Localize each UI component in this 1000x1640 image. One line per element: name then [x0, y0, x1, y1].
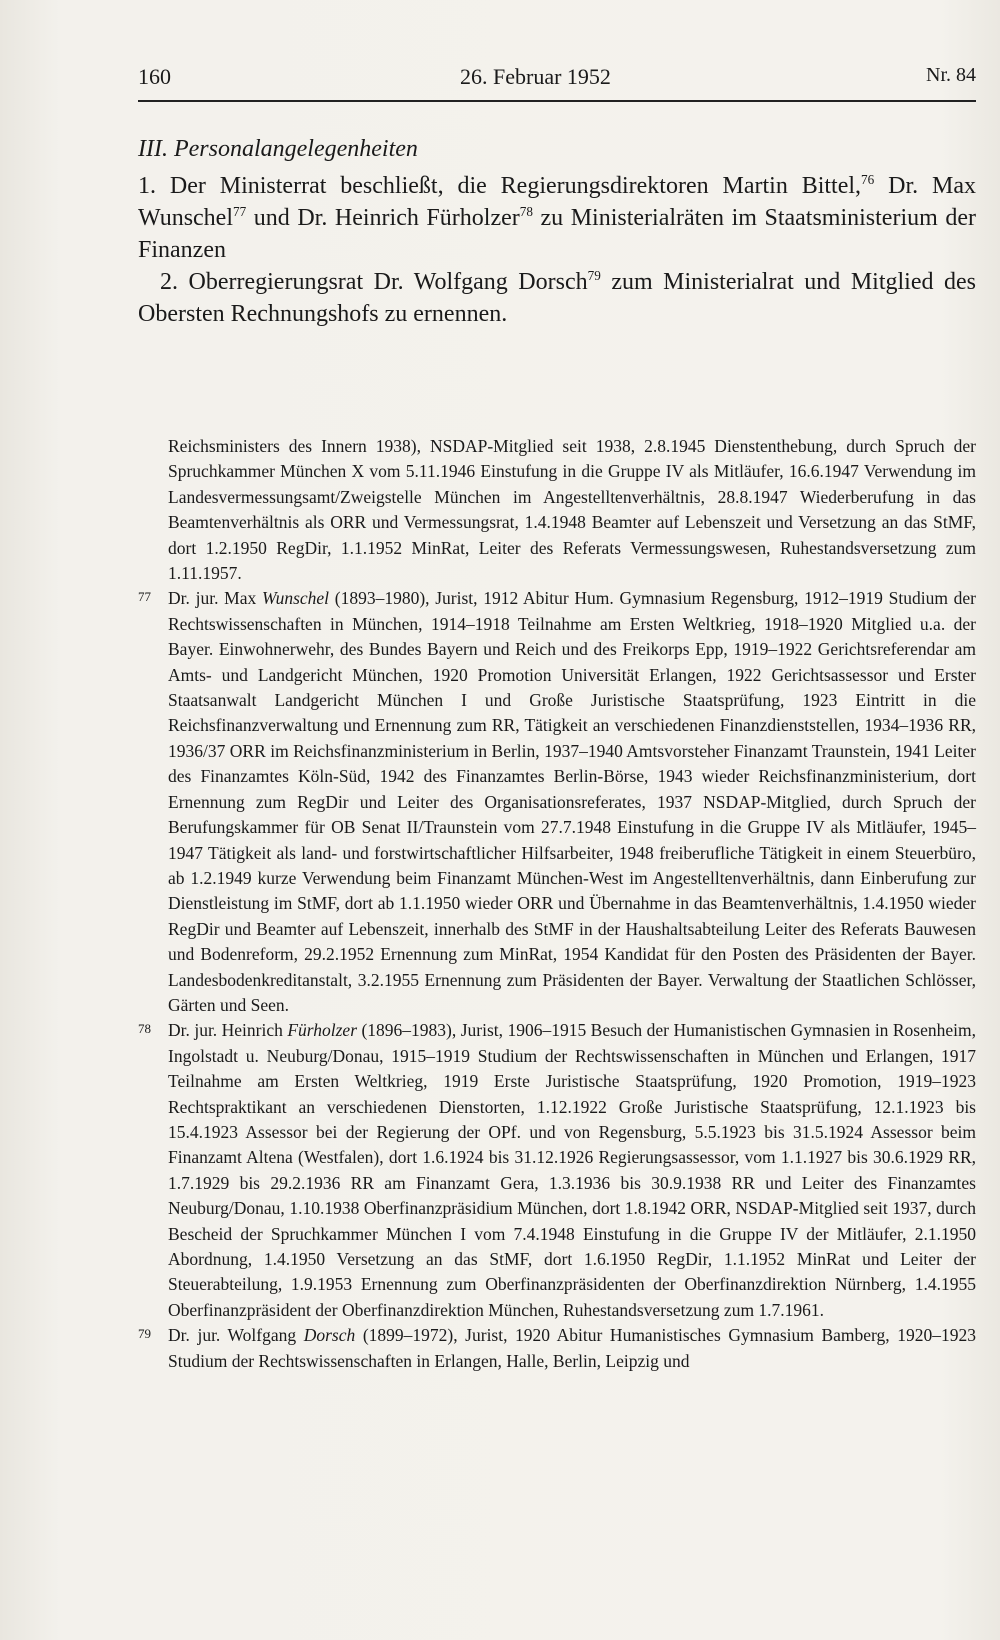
item-1-text-a: 1. Der Ministerrat beschließt, die Regierungsdirektoren Martin Bittel, [138, 173, 862, 199]
footnote-79 [138, 1323, 976, 1374]
resolution-item-1 [138, 170, 976, 266]
item-2-text-b: zum Ministerialrat und Mitglied des Obersten Rechnungshofs zu ernennen. [138, 269, 977, 327]
issue-number: Nr. 84 [926, 64, 976, 86]
footnote-ref[interactable]: 77 [233, 204, 247, 219]
page-header [138, 64, 976, 94]
footnote-lead: Dr. jur. Heinrich [168, 1020, 288, 1041]
page-number: 160 [138, 64, 171, 89]
footnote-person-name: Wunschel [261, 588, 330, 609]
footnotes [138, 434, 976, 1374]
main-text [138, 170, 976, 330]
footnote-text: (1893–1980), Jurist, 1912 Abitur Hum. Gymnasium Regensburg, 1912–1919 Studium der Rechtswissenschaften in München, 1914–1918 Teilnahme am Ersten Weltkrieg, 1918–1920 Mitglied u.a. der Bayer. Einwohnerwehr, des Bundes Bayern und Reich und des Freikorps Epp, 1919–1922 Gerichtsreferendar am Amts- und Landgericht München, 1920 Promotion Universität Erlangen, 1922 Gerichtsassessor und Erster Staatsanwalt Landgericht München I und Große Juristische Staatsprüfung, 1923 Eintritt in die Reichsfinanzverwaltung und Ernennung zum RR, Tätigkeit an verschiedenen Finanzdienststellen, 1934–1936 RR, 1936/37 ORR im Reichsfinanzministerium in Berlin, 1937–1940 Amtsvorsteher Finanzamt Traunstein, 1941 Leiter des Finanzamtes Köln-Süd, 1942 des Finanzamtes Berlin-Börse, 1943 wieder Reichsfinanzministerium, dort Ernennung zum RegDir und Leiter des Organisationsreferates, 1937 NSDAP-Mitglied, durch Spruch der Berufungskammer für OB Senat II/Traunstein vom 27.7.1948 Einstufung in die Gruppe IV als Mitläufer, 1945–1947 Tätigkeit als land- und forstwirtschaftlicher Hilfsarbeiter, 1948 freiberufliche Tätigkeit in einem Steuerbüro, ab 1.2.1949 kurze Verwendung beim Finanzamt München-West im Angestelltenverhältnis, dann Einberufung zur Dienstleistung im StMF, dort ab 1.1.1950 wieder ORR und Übernahme in das Beamtenverhältnis, 1.4.1950 wieder RegDir und Beamter auf Lebenszeit, innerhalb des StMF in der Haushaltsabteilung Leiter des Referats Bauwesen und Bodenreform, 29.2.1952 Ernennung zum MinRat, 1954 Kandidat für den Posten des Präsidenten der Bayer. Landesbodenkreditanstalt, 3.2.1955 Ernennung zum Präsidenten der Bayer. Verwaltung der Staatlichen Schlösser, Gärten und Seen. [168, 588, 976, 1015]
footnote-lead: Dr. jur. Wolfgang [168, 1325, 304, 1346]
footnote-ref[interactable]: 78 [519, 204, 533, 219]
item-1-text-c: und Dr. Heinrich Fürholzer [246, 205, 520, 231]
footnote-ref[interactable]: 76 [861, 172, 875, 187]
footnote-78 [138, 1018, 976, 1323]
header-rule [138, 100, 976, 102]
footnote-ref[interactable]: 79 [587, 268, 601, 283]
footnote-77 [138, 586, 976, 1018]
footnote-person-name: Dorsch [303, 1325, 356, 1346]
footnote-number: 79 [138, 1326, 151, 1342]
footnote-number: 78 [138, 1021, 151, 1037]
footnote-lead: Dr. jur. Max [168, 588, 262, 609]
footnote-person-name: Fürholzer [287, 1020, 358, 1041]
footnote-text: (1899–1972), Jurist, 1920 Abitur Humanistisches Gymnasium Bamberg, 1920–1923 Studium der Rechtswissenschaften in Erlangen, Halle, Berlin, Leipzig und [168, 1325, 976, 1371]
item-1-text-d: zu Ministerialräten im Staatsministerium der Finanzen [138, 205, 977, 263]
footnote-text: (1896–1983), Jurist, 1906–1915 Besuch der Humanistischen Gymnasien in Rosenheim, Ingolstadt u. Neuburg/Donau, 1915–1919 Studium der Rechtswissenschaften in München und Erlangen, 1917 Teilnahme am Ersten Weltkrieg, 1919 Erste Juristische Staatsprüfung, 1920 Promotion, 1919–1923 Rechtspraktikant an verschiedenen Dienstorten, 1.12.1922 Große Juristische Staatsprüfung, 12.1.1923 bis 15.4.1923 Assessor bei der Regierung der OPf. und von Regensburg, 5.5.1923 bis 31.5.1924 Assessor beim Finanzamt Altena (Westfalen), dort 1.6.1924 bis 31.12.1926 Regierungsassessor, vom 1.1.1927 bis 30.6.1929 RR, 1.7.1929 bis 29.2.1936 RR am Finanzamt Gera, 1.3.1936 bis 30.9.1938 RR und Leiter des Finanzamtes Neuburg/Donau, 1.10.1938 Oberfinanzpräsidium München, dort 1.8.1942 ORR, NSDAP-Mitglied seit 1937, durch Bescheid der Spruchkammer München I vom 7.4.1948 Einstufung in die Gruppe IV der Mitläufer, 2.1.1950 Abordnung, 1.4.1950 Versetzung an das StMF, dort 1.6.1950 RegDir, 1.1.1952 MinRat und Leiter der Steuerabteilung, 1.9.1953 Ernennung zum Oberfinanzpräsidenten der Oberfinanzdirektion Nürnberg, 1.4.1955 Oberfinanzpräsident der Oberfinanzdirektion München, Ruhestandsversetzung zum 1.7.1961. [168, 1020, 977, 1320]
item-2-text-a: 2. Oberregierungsrat Dr. Wolfgang Dorsch [160, 269, 588, 295]
footnote-continuation [138, 434, 976, 586]
resolution-item-2 [138, 266, 976, 330]
footnote-text: Reichsministers des Innern 1938), NSDAP-Mitglied seit 1938, 2.8.1945 Dienstenthebung, durch Spruch der Spruchkammer München X vom 5.11.1946 Einstufung in die Gruppe IV als Mitläufer, 16.6.1947 Verwendung im Landesvermessungsamt/Zweigstelle München im Angestelltenverhältnis, 28.8.1947 Wiederberufung in das Beamtenverhältnis als ORR und Vermessungsrat, 1.4.1948 Beamter auf Lebenszeit und Versetzung an das StMF, dort 1.2.1950 RegDir, 1.1.1952 MinRat, Leiter des Referats Vermessungswesen, Ruhestandsversetzung zum 1.11.1957. [168, 436, 976, 584]
header-date: 26. Februar 1952 [460, 64, 611, 89]
item-1-text-b: Dr. Max Wunschel [138, 173, 977, 231]
section-title: III. Personalangelegenheiten [138, 136, 418, 162]
footnote-number: 77 [138, 589, 151, 605]
